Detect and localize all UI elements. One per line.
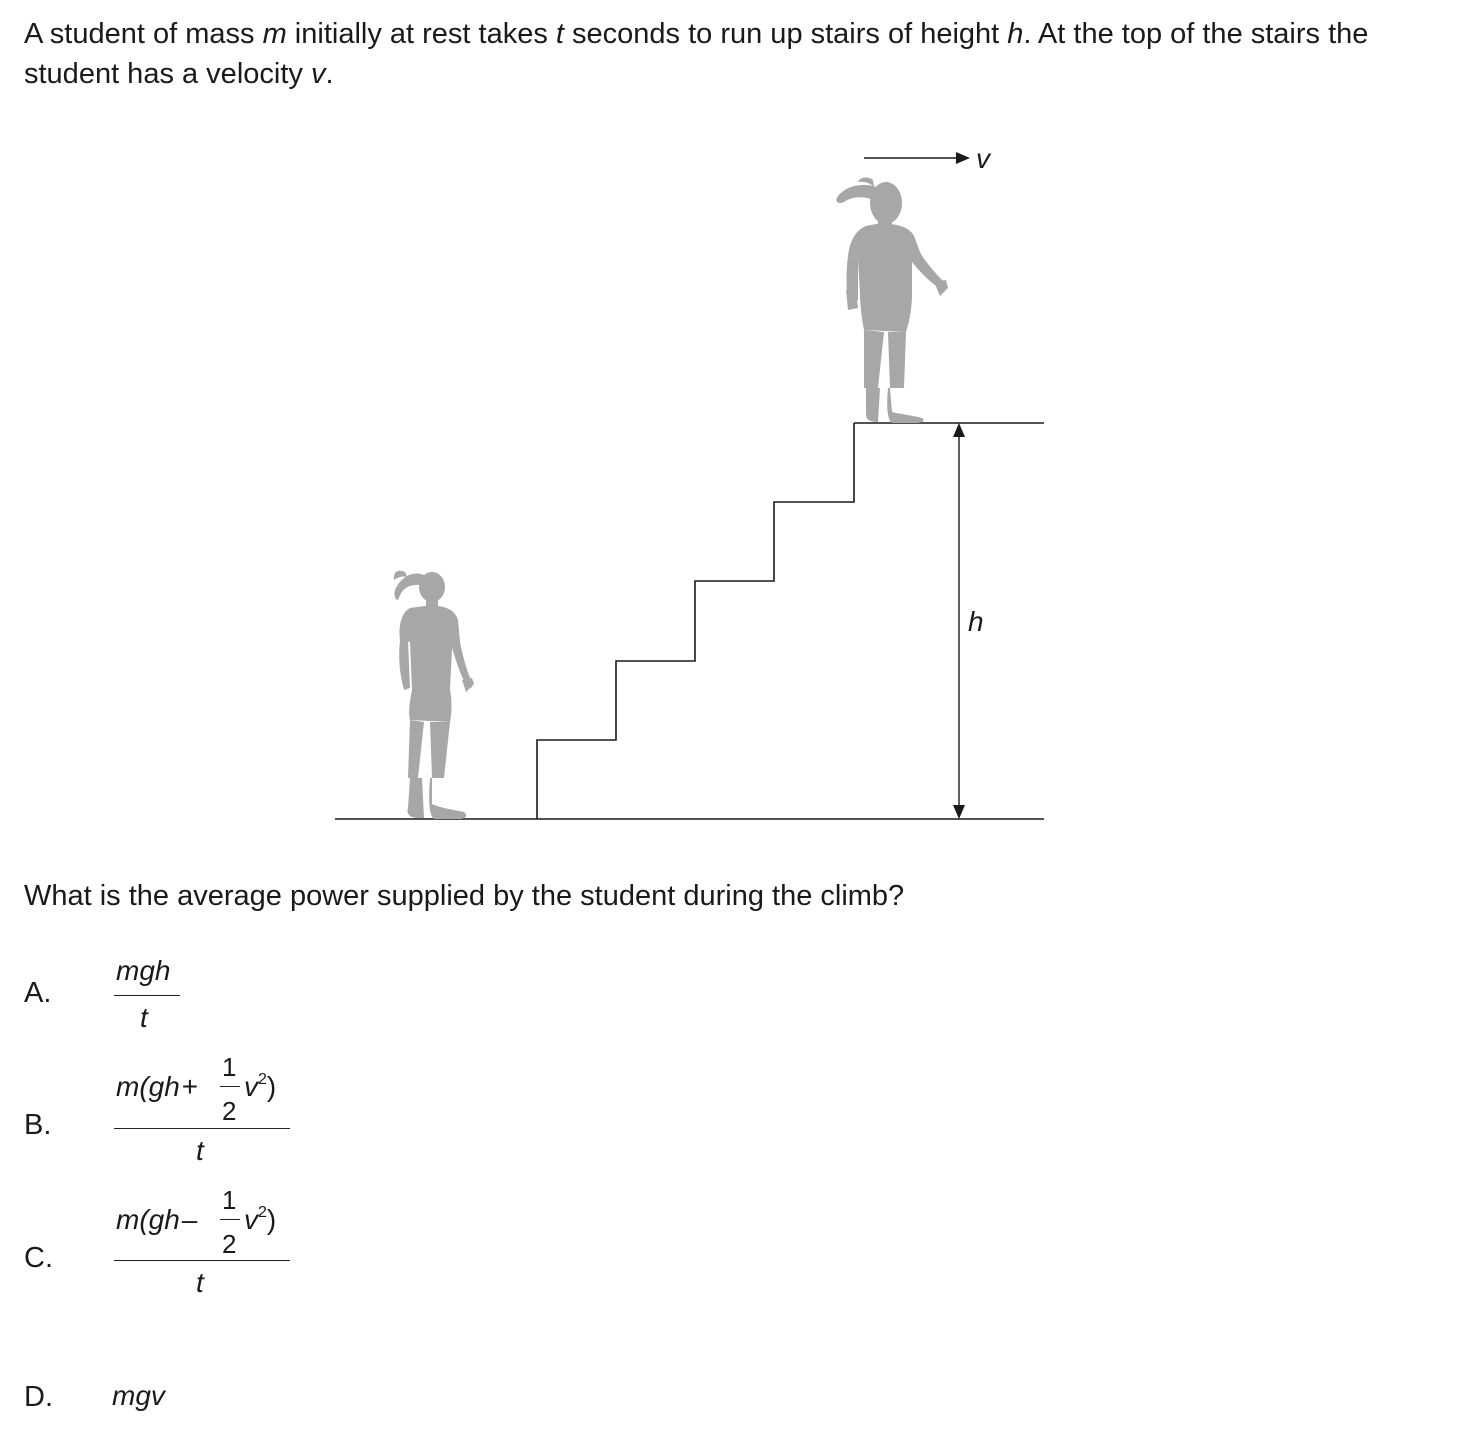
option-b-fraction-bar — [114, 1128, 290, 1129]
option-b-half-bar — [220, 1086, 240, 1087]
option-b-v-term — [244, 1071, 276, 1103]
option-d-formula[interactable] — [112, 1380, 165, 1412]
height-label: h — [968, 606, 984, 637]
question-text: What is the average power supplied by the student during the climb? — [24, 880, 905, 912]
staircase — [537, 423, 854, 819]
option-a-numerator: mgh — [116, 955, 171, 986]
velocity-label: v — [976, 143, 990, 174]
option-b-numerator — [116, 1071, 200, 1103]
option-a-fraction-bar — [114, 995, 180, 996]
option-c-num-left: m(gh — [116, 1204, 180, 1235]
student-silhouette-top — [836, 178, 948, 423]
option-d-label[interactable]: D. — [24, 1381, 53, 1413]
option-a-label[interactable]: A. — [24, 977, 52, 1009]
option-c-half-bar — [220, 1219, 240, 1220]
option-c-half-numerator: 1 — [222, 1185, 237, 1215]
option-c-close-paren: ) — [266, 1204, 277, 1235]
stem-text-1: A student of mass — [24, 18, 263, 50]
option-b-v: v — [244, 1071, 258, 1102]
stem-text-5: . — [325, 58, 334, 90]
option-a-denominator: t — [140, 1002, 148, 1033]
option-c-v-term — [244, 1204, 276, 1236]
option-c-half-denominator: 2 — [222, 1229, 237, 1259]
option-b-label[interactable]: B. — [24, 1109, 52, 1141]
option-b-num-left: m(gh — [116, 1071, 180, 1102]
student-silhouette-bottom — [394, 571, 474, 819]
stem-var-t: t — [555, 18, 564, 50]
option-d-expression: mgv — [112, 1380, 165, 1411]
stem-var-v: v — [310, 58, 326, 90]
option-b-half-denominator: 2 — [222, 1096, 237, 1126]
option-c-denominator: t — [196, 1267, 204, 1298]
option-b-close-paren: ) — [266, 1071, 277, 1102]
option-c-exponent: 2 — [258, 1204, 267, 1221]
option-b-half-numerator: 1 — [222, 1052, 237, 1082]
stem-text-2: initially at rest takes — [286, 18, 556, 50]
option-c-fraction-bar — [114, 1260, 290, 1261]
option-b-denominator: t — [196, 1135, 204, 1166]
option-c-v: v — [244, 1204, 258, 1235]
option-b-exponent: 2 — [258, 1071, 267, 1088]
stem-var-h: h — [1007, 18, 1024, 50]
option-c-operator: – — [181, 1204, 198, 1235]
stem-text-4: . At the top of the stairs the student has a velocity — [24, 18, 1369, 90]
option-b-operator: + — [181, 1071, 199, 1102]
option-c-label[interactable]: C. — [24, 1242, 53, 1274]
stem-var-m: m — [262, 18, 287, 50]
height-arrow — [953, 423, 965, 819]
stem-text-3: seconds to run up stairs of height — [563, 18, 1008, 50]
option-c-numerator — [116, 1204, 199, 1236]
velocity-arrow — [864, 152, 970, 164]
